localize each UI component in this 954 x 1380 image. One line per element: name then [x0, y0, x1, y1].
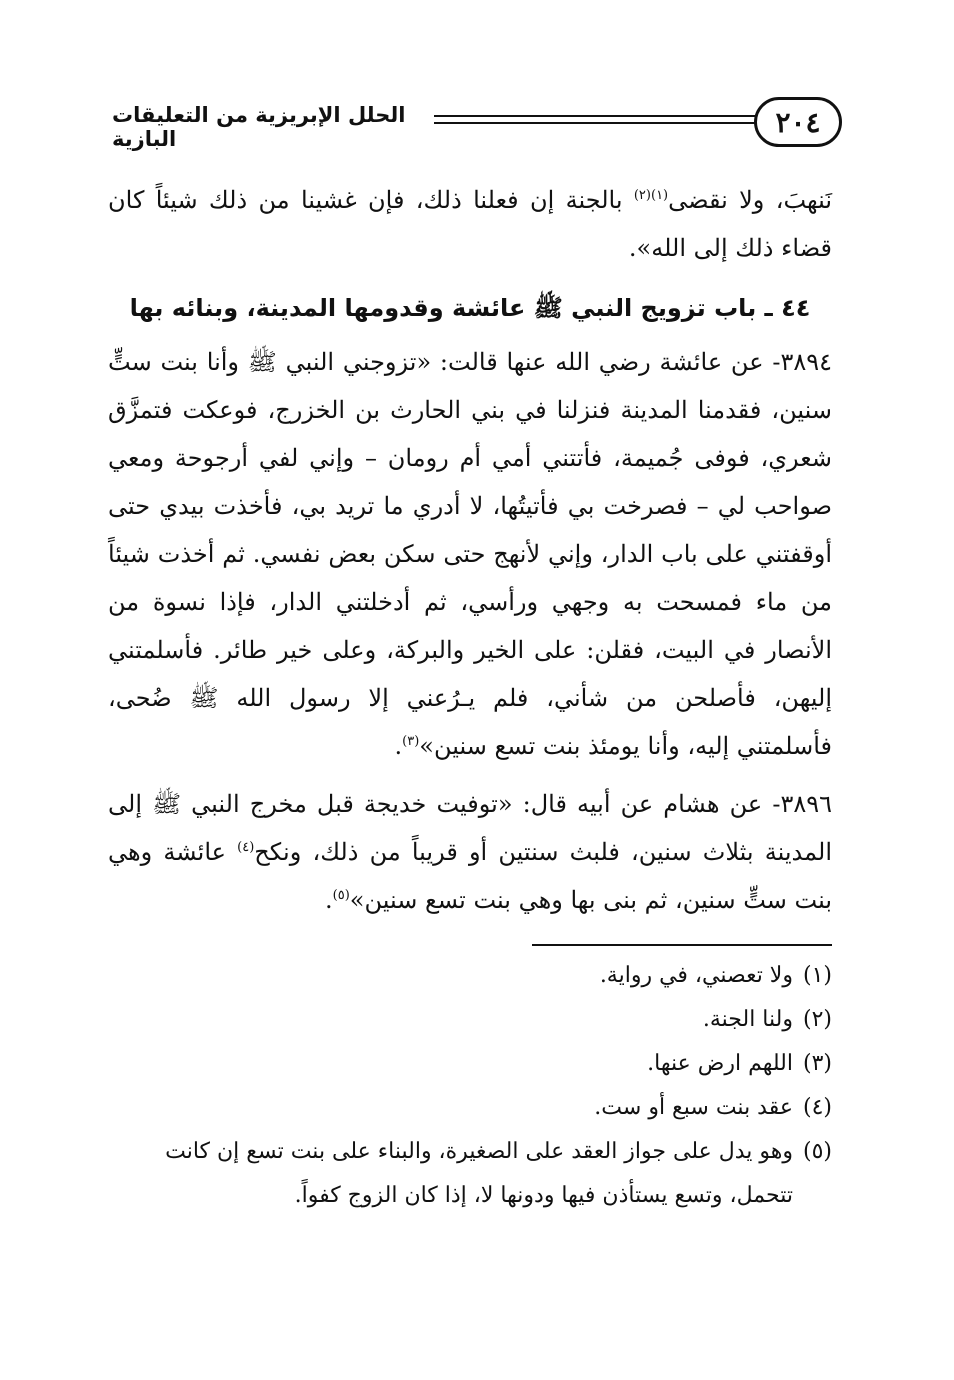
footnote-item — [108, 1042, 832, 1086]
page-body — [108, 176, 832, 1218]
intro-paragraph — [108, 176, 832, 272]
hadith-text-end: . — [325, 886, 333, 914]
footnotes — [108, 954, 832, 1218]
footnote-item — [108, 1130, 832, 1218]
footnote-text: اللهم ارض عنها. — [647, 1051, 793, 1076]
intro-text-2: باﻟﺠﻨﺔ إن فعلنا ذلك، فإن غشينا من ذلك شيئاً كان قضاء ذلك إلى الله». — [108, 186, 832, 262]
hadith-paragraph — [108, 780, 832, 924]
footnote-mark: (٢) — [802, 1007, 832, 1032]
intro-text-1: نَنهبَ، ولا نقضى — [668, 186, 832, 214]
footnote-mark: (٥) — [802, 1139, 832, 1164]
hadith-number: ٣٨٩٦- — [772, 790, 832, 818]
footnote-ref: (١)(٢) — [633, 188, 669, 203]
hadith-text: عائشة وهي بنت ستٍّ سنين، ثم بنى بها وهي بنت تسع سنين» — [108, 838, 832, 914]
header-rule — [434, 115, 756, 124]
footnote-text: ولنا الجنة. — [702, 1007, 793, 1032]
footnote-text: ولا تعصني، في رواية. — [599, 963, 793, 988]
footnote-ref: (٣) — [402, 734, 420, 749]
footnote-item — [108, 1086, 832, 1130]
footnote-ref: (٥) — [332, 888, 350, 903]
footnote-divider — [532, 944, 832, 946]
footnote-mark: (٤) — [802, 1095, 832, 1120]
footnote-ref: (٤) — [237, 840, 255, 855]
footnote-mark: (١) — [802, 963, 832, 988]
hadith-text-end: . — [394, 732, 403, 760]
page-number: ٢٠٤ — [754, 97, 842, 147]
footnote-text: عقد بنت سبع أو ست. — [594, 1095, 793, 1120]
footnote-text: وهو يدل على جواز العقد على الصغيرة، والبناء على بنت تسع إن كانت تتحمل، وتسع يستأذن فيها ودونها لا، إذا كان الزوج كفواً. — [165, 1139, 793, 1208]
hadith-number: ٣٨٩٤- — [772, 348, 832, 376]
hadith-paragraph — [108, 338, 832, 770]
page-header — [112, 95, 842, 157]
footnote-item — [108, 954, 832, 998]
hadith-text: عن هشام عن أبيه قال: «توفيت خديجة قبل مخرج النبي ﷺ إلى المدينة بثلاث سنين، فلبث سنتين أو قريباً من ذلك، ونكح — [108, 790, 833, 866]
footnote-mark: (٣) — [802, 1051, 832, 1076]
chapter-heading: ٤٤ ـ باب تزويج النبي ﷺ عائشة وقدومها المدينة، وبنائه بها — [129, 294, 811, 322]
footnote-item — [108, 998, 832, 1042]
book-title: الحلل الإبريزية من التعليقات البازية — [112, 103, 406, 151]
hadith-text: عن عائشة رضي الله عنها قالت: «تزوجني النبي ﷺ وأنا بنت ستٍّ سنين، فقدمنا المدينة فنزلنا في بني الحارث بن الخزرج، فوعكت فتمزَّق شعري، فوفى جُميمة، فأتتني أمي أم رومان – وإني لفي أرجوحة ومعي صواحب لي – فصرخت بي فأتيتُها، لا أدري ما تريد بي، فأخذت بيدي حتى أوقفتني على باب الدار، وإني لأنهج حتى سكن بعض نفسي. ثم أخذت شيئاً من ماء فمسحت به وجهي ورأسي، ثم أدخلتني الدار، فإذا نسوة من الأنصار في البيت، فقلن: على الخير والبركة، وعلى خير طائر. فأسلمتني إليهن، فأصلحن من شأني، فلم يـرُعني إلا رسول الله ﷺ ضُحى، فأسلمتني إليه، وأنا يومئذ بنت تسع سنين» — [108, 348, 833, 760]
